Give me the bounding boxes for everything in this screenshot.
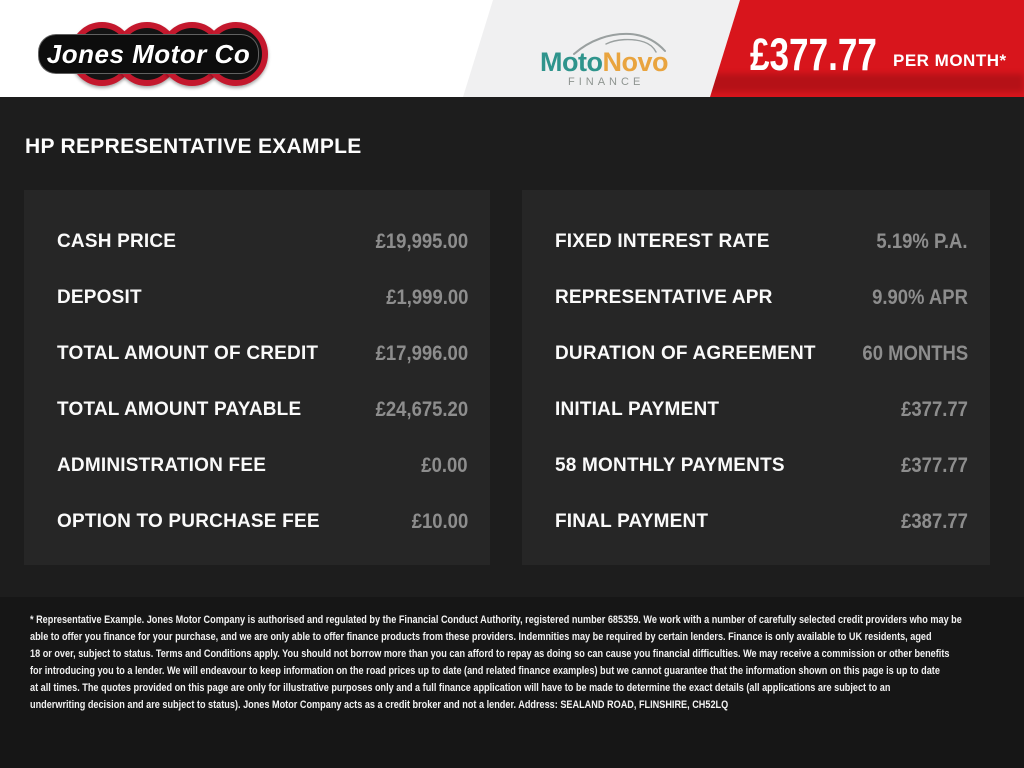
finance-logo-text [540,47,668,78]
row-value: £10.00 [411,510,468,533]
finance-row [555,326,968,382]
finance-row [57,438,468,494]
monthly-price-period: PER MONTH* [893,51,1007,70]
row-value: £24,675.20 [375,398,468,421]
row-label: OPTION TO PURCHASE FEE [57,511,320,532]
disclaimer-footer [0,597,1024,768]
row-value: 9.90% APR [872,286,968,309]
finance-logo-subtext: FINANCE [568,76,645,88]
disclaimer-text [30,612,1024,714]
finance-row [555,270,968,326]
finance-table-left [24,190,490,565]
disclaimer-line: at all times. The quotes provided on this page are only for illustrative purposes only and a full finance application will have to be made to determine the exact details (all applications are subject to an [30,682,891,694]
row-value: £17,996.00 [375,342,468,365]
finance-row [57,382,468,438]
finance-logo [540,28,680,88]
row-value: £377.77 [901,454,968,477]
row-value: 5.19% P.A. [876,230,968,253]
monthly-price-amount: £377.77 [750,29,877,80]
header-banner [0,0,1024,97]
row-label: FIXED INTEREST RATE [555,231,770,252]
row-value: £387.77 [901,510,968,533]
disclaimer-line: * Representative Example. Jones Motor Company is authorised and regulated by the Financial Conduct Authority, registered number 685359. We work with a number of carefully selected credit providers who may be [30,614,962,626]
row-value: 60 MONTHS [862,342,968,365]
finance-row [555,214,968,270]
row-label: DURATION OF AGREEMENT [555,343,816,364]
row-label: TOTAL AMOUNT PAYABLE [57,399,302,420]
finance-table-right [522,190,990,565]
finance-row [555,494,968,550]
finance-row [555,382,968,438]
dealer-logo-pill [38,34,259,74]
page-title: HP REPRESENTATIVE EXAMPLE [25,135,362,158]
row-value: £1,999.00 [385,286,468,309]
row-label: REPRESENTATIVE APR [555,287,773,308]
finance-logo-novo: Novo [602,47,668,77]
dealer-logo-text: Jones Motor Co [46,38,251,69]
disclaimer-line: underwriting decision and are subject to status). Jones Motor Company acts as a credit broker and not a lender. Address: SEALAND ROAD, FLINSHIRE, CH52LQ [30,699,729,711]
finance-row [555,438,968,494]
row-label: FINAL PAYMENT [555,511,709,532]
disclaimer-line: for introducing you to a lender. We will endeavour to keep information on the road prices up to date (and related finance examples) but we cannot guarantee that the information shown on this page is up to date [30,665,940,677]
finance-row [57,270,468,326]
row-value: £19,995.00 [375,230,468,253]
row-label: 58 MONTHLY PAYMENTS [555,455,785,476]
finance-row [57,494,468,550]
row-label: TOTAL AMOUNT OF CREDIT [57,343,319,364]
finance-logo-moto: Moto [540,47,603,77]
finance-row [57,326,468,382]
row-label: CASH PRICE [57,231,177,252]
row-label: INITIAL PAYMENT [555,399,720,420]
disclaimer-line: 18 or over, subject to status. Terms and Conditions apply. You should not borrow more than you can afford to repay as doing so can cause you financial difficulties. We may receive a commission or other benefits [30,648,950,660]
dealer-logo [38,20,268,88]
row-value: £377.77 [901,398,968,421]
disclaimer-line: able to offer you finance for your purchase, and we are only able to offer finance products from these providers. Indemnities may be required by certain lenders. Finance is only available to UK residents, aged [30,631,932,643]
row-label: DEPOSIT [57,287,142,308]
row-label: ADMINISTRATION FEE [57,455,267,476]
row-value: £0.00 [421,454,468,477]
finance-row [57,214,468,270]
